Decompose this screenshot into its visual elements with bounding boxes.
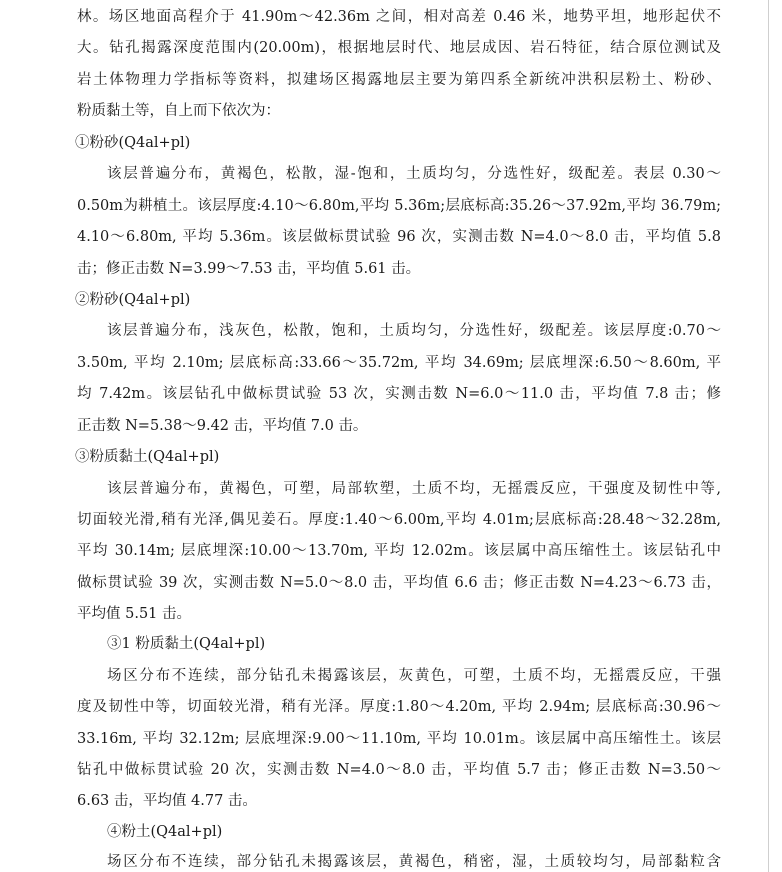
paragraph-line: 正击数 N=5.38～9.42 击，平均值 7.0 击。 bbox=[77, 418, 368, 434]
section-heading-4: ④粉土(Q4al+pl) bbox=[107, 824, 223, 840]
page-right-edge bbox=[768, 0, 769, 872]
paragraph-line: 4.10～6.80m, 平均 5.36m。该层做标贯试验 96 次，实测击数 N=4.0～8.0 击，平均值 5.8 bbox=[77, 229, 721, 245]
paragraph-line: 该层普遍分布，黄褐色，可塑，局部软塑，土质不均，无摇震反应，干强度及韧性中等, bbox=[107, 481, 721, 497]
paragraph-line: 粉质黏土等，自上而下依次为： bbox=[77, 103, 280, 119]
paragraph-line: 该层普遍分布，浅灰色，松散，饱和，土质均匀，分选性好，级配差。该层厚度:0.70～ bbox=[107, 323, 721, 339]
section-heading-1: ①粉砂(Q4al+pl) bbox=[75, 135, 191, 151]
section-heading-3-1: ③1 粉质黏土(Q4al+pl) bbox=[107, 636, 266, 652]
paragraph-line: 该层普遍分布，黄褐色，松散，湿-饱和，土质均匀，分选性好，级配差。表层 0.30～ bbox=[107, 166, 721, 182]
paragraph-line: 切面较光滑,稍有光泽,偶见姜石。厚度:1.40～6.00m,平均 4.01m;层底标高:28.48～32.28m, bbox=[77, 512, 721, 528]
paragraph-line: 做标贯试验 39 次，实测击数 N=5.0～8.0 击，平均值 6.6 击；修正击数 N=4.23～6.73 击， bbox=[77, 575, 721, 591]
paragraph-line: 均 7.42m。该层钻孔中做标贯试验 53 次，实测击数 N=6.0～11.0 击，平均值 7.8 击；修 bbox=[77, 386, 721, 402]
paragraph-line: 场区分布不连续，部分钻孔未揭露该层，黄褐色，稍密，湿，土质较均匀，局部黏粒含 bbox=[107, 854, 721, 870]
paragraph-line: 平均值 5.51 击。 bbox=[77, 606, 192, 622]
section-heading-2: ②粉砂(Q4al+pl) bbox=[75, 292, 191, 308]
paragraph-line: 钻孔中做标贯试验 20 次，实测击数 N=4.0～8.0 击，平均值 5.7 击；修正击数 N=3.50～ bbox=[77, 762, 721, 778]
paragraph-line: 平均 30.14m; 层底埋深:10.00～13.70m, 平均 12.02m。该层属中高压缩性土。该层钻孔中 bbox=[77, 543, 721, 559]
paragraph-line: 击；修正击数 N=3.99～7.53 击，平均值 5.61 击。 bbox=[77, 261, 421, 277]
paragraph-line: 33.16m, 平均 32.12m; 层底埋深:9.00～11.10m, 平均 10.01m。该层属中高压缩性土。该层 bbox=[77, 731, 721, 747]
paragraph-line: 林。场区地面高程介于 41.90m～42.36m 之间，相对高差 0.46 米，地势平坦，地形起伏不 bbox=[77, 9, 721, 25]
paragraph-line: 6.63 击，平均值 4.77 击。 bbox=[77, 793, 257, 809]
paragraph-line: 3.50m, 平均 2.10m; 层底标高:33.66～35.72m, 平均 34.69m; 层底埋深:6.50～8.60m, 平 bbox=[77, 355, 721, 371]
paragraph-line: 度及韧性中等，切面较光滑，稍有光泽。厚度:1.80～4.20m, 平均 2.94m; 层底标高:30.96～ bbox=[77, 699, 721, 715]
section-heading-3: ③粉质黏土(Q4al+pl) bbox=[75, 449, 220, 465]
paragraph-line: 岩土体物理力学指标等资料，拟建场区揭露地层主要为第四系全新统冲洪积层粉土、粉砂、 bbox=[77, 72, 721, 88]
paragraph-line: 场区分布不连续，部分钻孔未揭露该层，灰黄色，可塑，土质不均，无摇震反应，干强 bbox=[107, 668, 721, 684]
paragraph-line: 0.50m为耕植土。该层厚度:4.10～6.80m,平均 5.36m;层底标高:35.26～37.92m,平均 36.79m; bbox=[77, 198, 721, 214]
paragraph-line: 大。钻孔揭露深度范围内(20.00m)，根据地层时代、地层成因、岩石特征，结合原位测试及 bbox=[77, 40, 721, 56]
